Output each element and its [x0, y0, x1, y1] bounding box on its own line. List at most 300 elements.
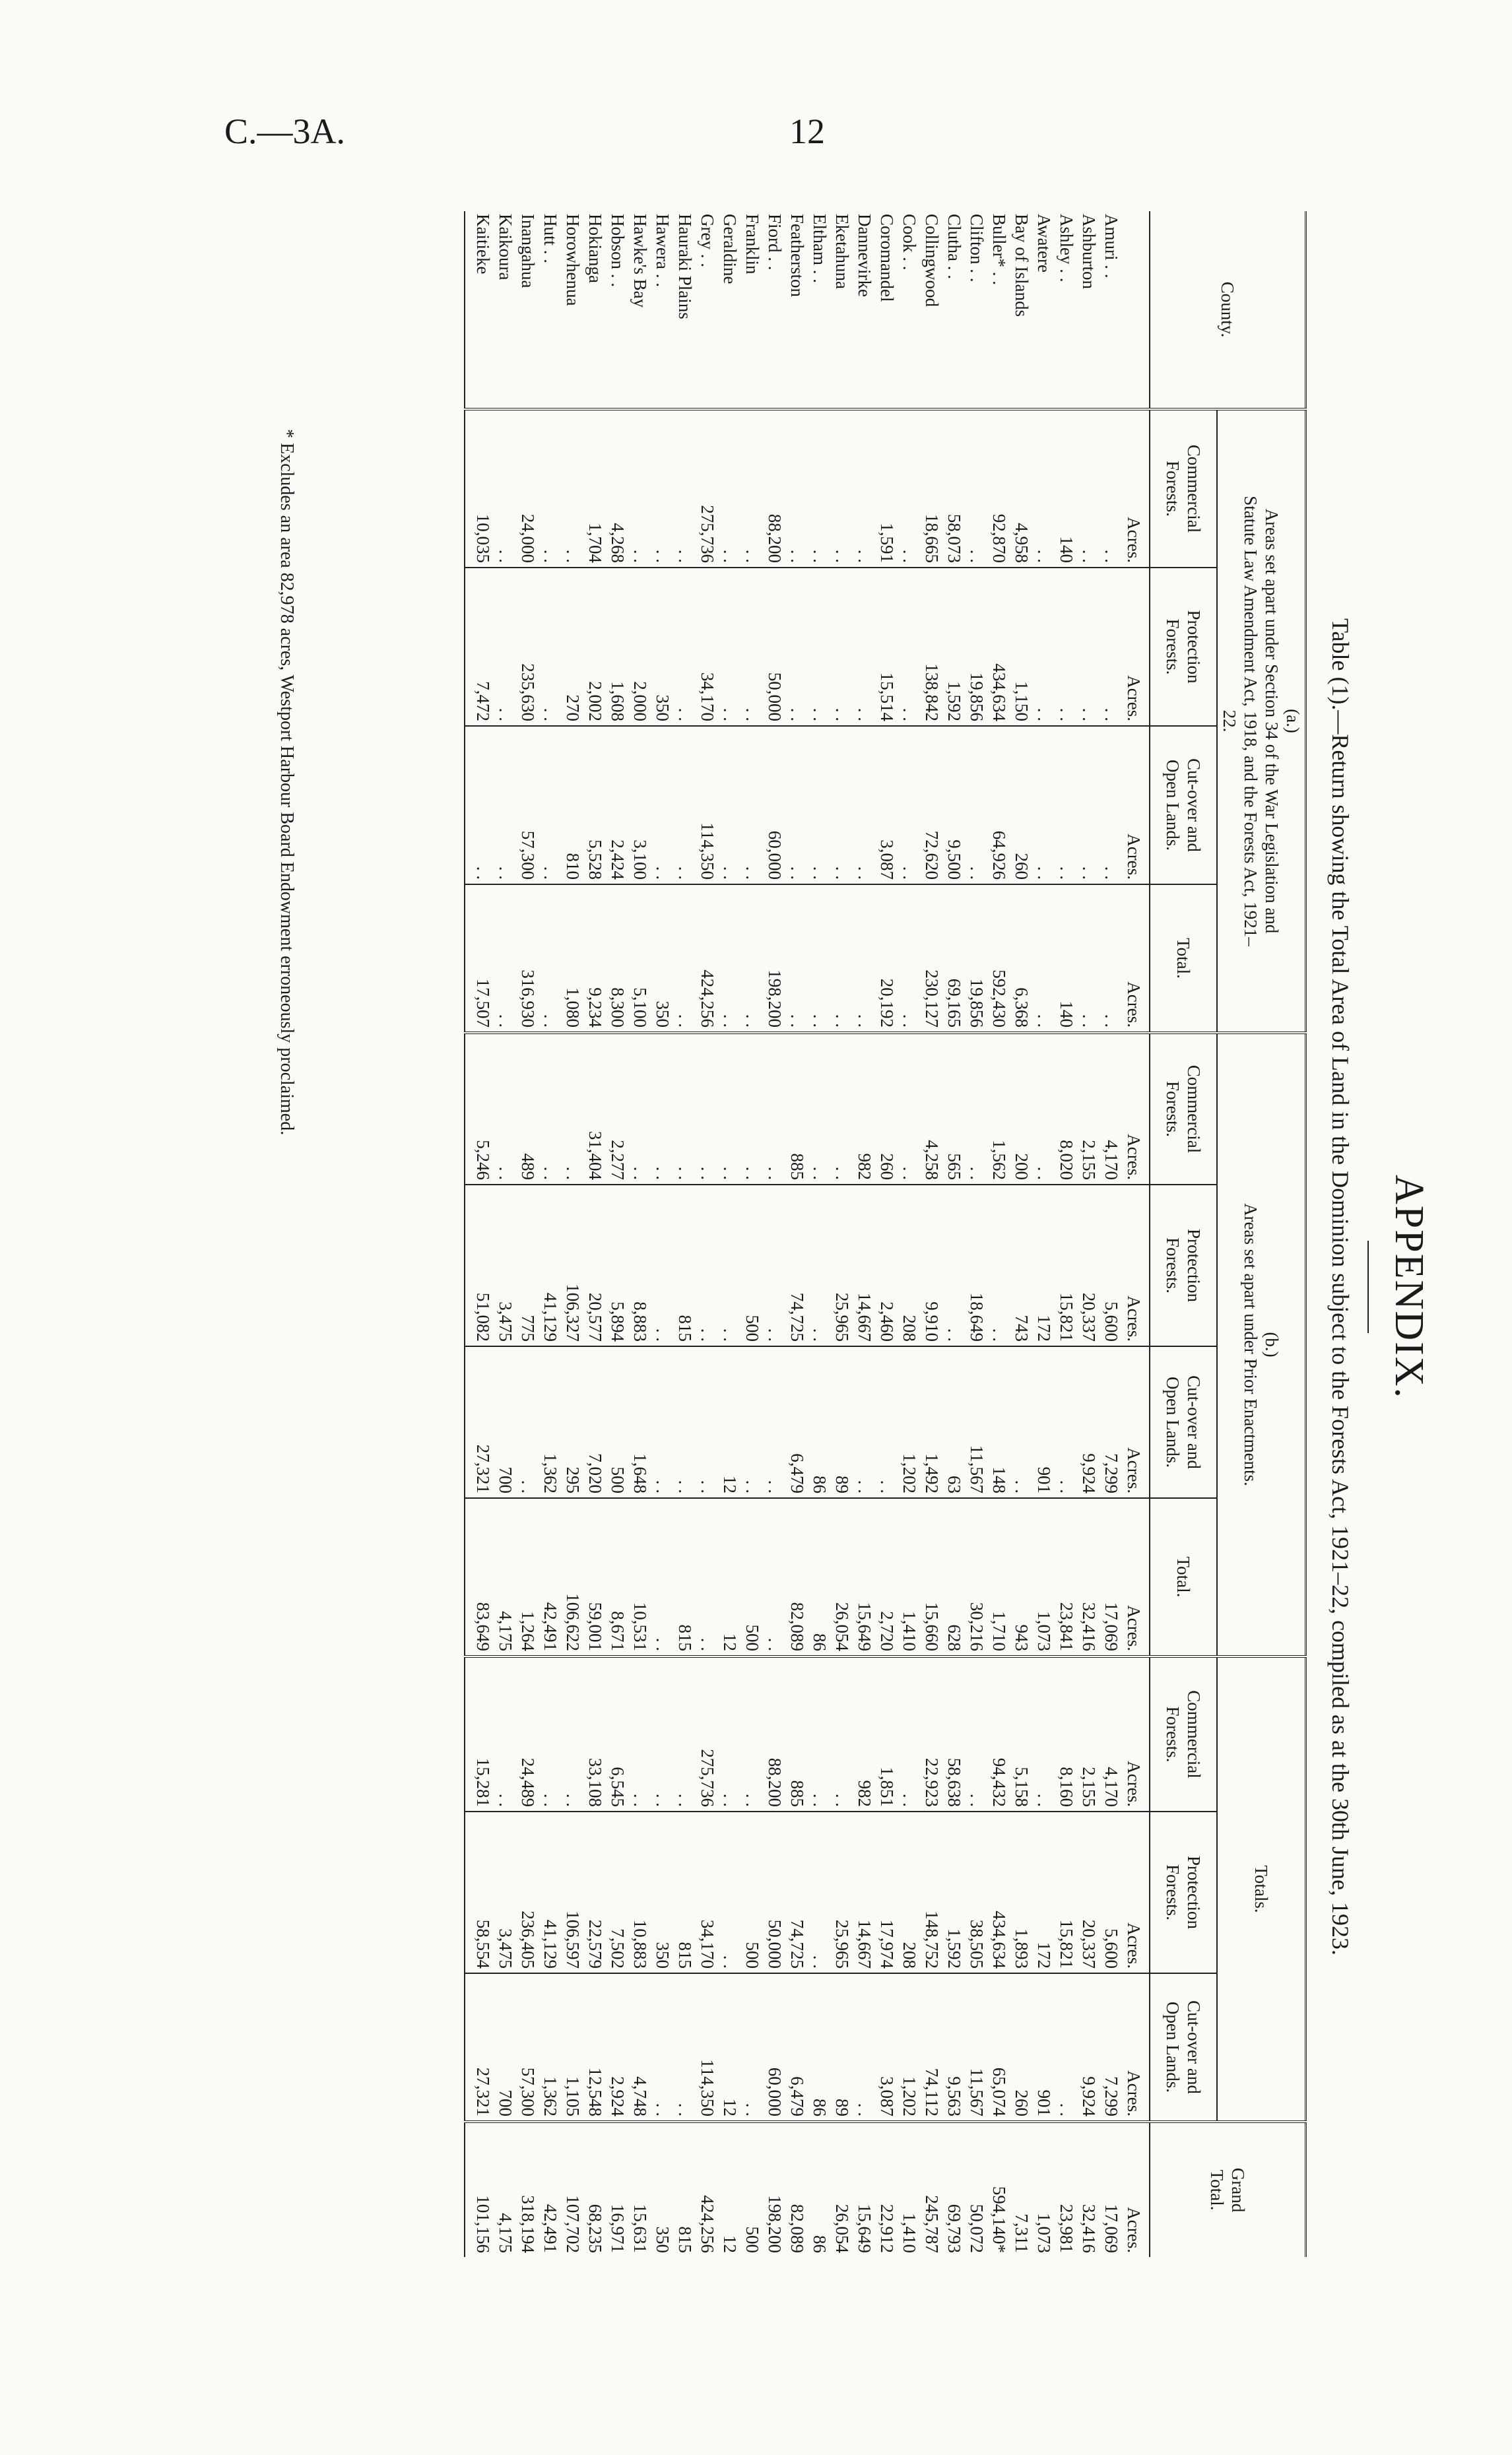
area-value-cell: 424,256 — [696, 884, 719, 1033]
area-value-cell: 208 — [898, 1185, 921, 1346]
units-cell: Acres. — [1123, 1973, 1150, 2122]
area-value-cell: 16,971 — [607, 2122, 629, 2257]
area-value-cell: . . — [674, 1346, 696, 1498]
table-row — [786, 211, 808, 2257]
area-value-cell: . . — [539, 884, 562, 1033]
area-value-cell: 1,202 — [898, 1973, 921, 2122]
area-value-cell: 350 — [651, 568, 674, 726]
area-value-cell: . . — [1010, 1346, 1033, 1498]
units-cell: Acres. — [1123, 1185, 1150, 1346]
group-b-title: Areas set apart under Prior Enactments. — [1241, 1203, 1261, 1486]
county-name-cell: Franklin — [742, 214, 762, 275]
area-value-cell: 1,851 — [876, 1656, 898, 1812]
area-value-cell: 295 — [562, 1346, 584, 1498]
table-row — [584, 211, 607, 2257]
a-commercial-header: Commercial Forests. — [1150, 409, 1217, 568]
area-value-cell: 2,424 — [607, 726, 629, 884]
area-value-cell: . . — [1033, 409, 1055, 568]
area-value-cell: . . — [651, 1346, 674, 1498]
area-value-cell: . . — [629, 409, 651, 568]
area-value-cell: 14,667 — [853, 1812, 876, 1973]
county-name-cell: Cook . . — [900, 214, 919, 271]
table-row — [1100, 211, 1123, 2257]
county-name-cell: Hutt . . — [541, 214, 560, 264]
area-value-cell: . . — [741, 884, 764, 1033]
area-value-cell: 260 — [1010, 1973, 1033, 2122]
county-name-cell: Amuri . . — [1101, 214, 1121, 278]
area-value-cell: 8,883 — [629, 1185, 651, 1346]
area-value-cell: 23,981 — [1055, 2122, 1078, 2257]
area-value-cell: 60,000 — [764, 726, 786, 884]
area-value-cell: . . — [831, 726, 853, 884]
area-value-cell: 9,924 — [1078, 1973, 1100, 2122]
area-value-cell: 42,491 — [539, 2122, 562, 2257]
table-title: Table (1).—Return showing the Total Area of Land in the Dominion subject to the Forests Act, 1921–22, compiled as at the 30th June, 1923. — [1327, 618, 1354, 1955]
area-value-cell: 9,234 — [584, 884, 607, 1033]
area-value-cell: 3,475 — [494, 1185, 517, 1346]
area-value-cell: . . — [808, 1812, 831, 1973]
area-value-cell: 12 — [719, 1973, 741, 2122]
county-name-cell: Inangahua — [518, 214, 538, 288]
area-value-cell: 50,000 — [764, 568, 786, 726]
area-value-cell: . . — [898, 1033, 921, 1185]
area-value-cell: . . — [898, 884, 921, 1033]
area-value-cell: 12 — [719, 1498, 741, 1656]
page-number: 12 — [789, 112, 825, 151]
area-value-cell: 82,089 — [786, 2122, 808, 2257]
table-row — [808, 211, 831, 2257]
area-value-cell: 982 — [853, 1656, 876, 1812]
area-value-cell: 41,129 — [539, 1812, 562, 1973]
area-value-cell: 89 — [831, 1346, 853, 1498]
area-value-cell: 14,667 — [853, 1185, 876, 1346]
area-value-cell: . . — [651, 1656, 674, 1812]
area-value-cell: 4,170 — [1100, 1656, 1123, 1812]
area-value-cell: . . — [1033, 884, 1055, 1033]
area-value-cell: 88,200 — [764, 1656, 786, 1812]
area-value-cell: . . — [539, 568, 562, 726]
area-value-cell: 41,129 — [539, 1185, 562, 1346]
area-value-cell: 1,105 — [562, 1973, 584, 2122]
area-value-cell: 74,112 — [921, 1973, 943, 2122]
area-value-cell: 1,893 — [1010, 1812, 1033, 1973]
area-value-cell: 32,416 — [1078, 2122, 1100, 2257]
area-value-cell: 58,073 — [943, 409, 966, 568]
area-value-cell: 11,567 — [966, 1973, 988, 2122]
area-value-cell: . . — [651, 1498, 674, 1656]
area-value-cell: 19,856 — [966, 884, 988, 1033]
area-value-cell: . . — [808, 884, 831, 1033]
table-row — [651, 211, 674, 2257]
table-row — [831, 211, 853, 2257]
county-name-cell: Hawera . . — [653, 214, 673, 287]
units-cell: Acres. — [1123, 1033, 1150, 1185]
area-value-cell: 58,638 — [943, 1656, 966, 1812]
area-value-cell: . . — [719, 568, 741, 726]
area-value-cell: 316,930 — [517, 884, 539, 1033]
area-value-cell: 68,235 — [584, 2122, 607, 2257]
area-value-cell: 15,514 — [876, 568, 898, 726]
area-value-cell: 1,592 — [943, 568, 966, 726]
area-value-cell: . . — [876, 1346, 898, 1498]
group-a-header — [1217, 409, 1306, 1033]
area-value-cell: 275,736 — [696, 409, 719, 568]
area-value-cell: . . — [741, 1973, 764, 2122]
area-value-cell: . . — [1055, 1973, 1078, 2122]
area-value-cell: . . — [988, 1185, 1010, 1346]
area-value-cell: . . — [651, 726, 674, 884]
table-row — [719, 211, 741, 2257]
a-total-header: Total. — [1150, 884, 1217, 1033]
area-value-cell: . . — [741, 1346, 764, 1498]
area-value-cell: 1,410 — [898, 2122, 921, 2257]
area-value-cell: . . — [629, 1033, 651, 1185]
area-value-cell: 106,327 — [562, 1185, 584, 1346]
area-value-cell: 31,404 — [584, 1033, 607, 1185]
area-value-cell: 38,505 — [966, 1812, 988, 1973]
area-value-cell: . . — [494, 884, 517, 1033]
area-value-cell: 11,567 — [966, 1346, 988, 1498]
county-name-cell: Hawke's Bay — [630, 214, 650, 308]
table-row — [853, 211, 876, 2257]
area-value-cell: 1,492 — [921, 1346, 943, 1498]
area-value-cell: 63 — [943, 1346, 966, 1498]
area-value-cell: 74,725 — [786, 1185, 808, 1346]
group-totals-header: Totals. — [1217, 1656, 1306, 2122]
area-value-cell: 17,069 — [1100, 1498, 1123, 1656]
area-value-cell: 6,479 — [786, 1346, 808, 1498]
area-value-cell: 235,630 — [517, 568, 539, 726]
area-value-cell: 12 — [719, 2122, 741, 2257]
appendix-heading: APPENDIX. — [1387, 1174, 1431, 1400]
area-value-cell: 25,965 — [831, 1812, 853, 1973]
area-value-cell: 60,000 — [764, 1973, 786, 2122]
area-value-cell: 592,430 — [988, 884, 1010, 1033]
area-value-cell: . . — [517, 1346, 539, 1498]
area-value-cell: . . — [539, 726, 562, 884]
area-value-cell: . . — [831, 884, 853, 1033]
area-value-cell: 94,432 — [988, 1656, 1010, 1812]
units-cell: Acres. — [1123, 884, 1150, 1033]
area-value-cell: 4,258 — [921, 1033, 943, 1185]
area-value-cell: 8,300 — [607, 884, 629, 1033]
area-value-cell: 25,965 — [831, 1185, 853, 1346]
area-value-cell: 200 — [1010, 1033, 1033, 1185]
area-value-cell: . . — [696, 1498, 719, 1656]
area-value-cell: 4,748 — [629, 1973, 651, 2122]
area-value-cell: . . — [898, 1656, 921, 1812]
area-value-cell: 236,405 — [517, 1812, 539, 1973]
landscape-sheet — [244, 191, 1432, 2382]
area-value-cell: 69,165 — [943, 884, 966, 1033]
area-value-cell: 6,545 — [607, 1656, 629, 1812]
county-name-cell: Grey . . — [698, 214, 717, 267]
table-row — [674, 211, 696, 2257]
area-value-cell: 15,660 — [921, 1498, 943, 1656]
area-value-cell: 22,912 — [876, 2122, 898, 2257]
area-value-cell: 6,368 — [1010, 884, 1033, 1033]
area-value-cell: . . — [562, 1656, 584, 1812]
area-value-cell: . . — [1033, 568, 1055, 726]
area-value-cell: 17,069 — [1100, 2122, 1123, 2257]
table-row — [607, 211, 629, 2257]
area-value-cell: 88,200 — [764, 409, 786, 568]
area-value-cell: 6,479 — [786, 1973, 808, 2122]
area-value-cell: 1,562 — [988, 1033, 1010, 1185]
area-value-cell: 4,268 — [607, 409, 629, 568]
area-value-cell: 148 — [988, 1346, 1010, 1498]
area-value-cell: 901 — [1033, 1973, 1055, 2122]
area-value-cell: 743 — [1010, 1185, 1033, 1346]
area-value-cell: 86 — [808, 1498, 831, 1656]
area-value-cell: . . — [943, 1185, 966, 1346]
area-value-cell: . . — [853, 1346, 876, 1498]
county-name-cell: Clifton . . — [967, 214, 987, 282]
area-value-cell: 86 — [808, 1346, 831, 1498]
area-value-cell: 10,531 — [629, 1498, 651, 1656]
area-value-cell: 18,649 — [966, 1185, 988, 1346]
area-value-cell: 7,472 — [465, 568, 494, 726]
area-value-cell: 138,842 — [921, 568, 943, 726]
area-value-cell: 500 — [741, 1812, 764, 1973]
county-name-cell: Dannevirke — [855, 214, 874, 297]
area-value-cell: 148,752 — [921, 1812, 943, 1973]
area-value-cell: . . — [808, 1656, 831, 1812]
area-value-cell: 1,608 — [607, 568, 629, 726]
area-value-cell: . . — [741, 409, 764, 568]
area-value-cell: . . — [808, 568, 831, 726]
area-value-cell: . . — [786, 726, 808, 884]
area-value-cell: 1,710 — [988, 1498, 1010, 1656]
table-row — [764, 211, 786, 2257]
table-row — [943, 211, 966, 2257]
area-value-cell: 2,460 — [876, 1185, 898, 1346]
document-code: C.—3A. — [224, 112, 346, 151]
area-value-cell: 350 — [651, 1812, 674, 1973]
area-value-cell: 34,170 — [696, 1812, 719, 1973]
area-value-cell: . . — [1100, 726, 1123, 884]
area-value-cell: . . — [1100, 884, 1123, 1033]
area-value-cell: . . — [966, 726, 988, 884]
area-value-cell: 7,311 — [1010, 2122, 1033, 2257]
area-value-cell: 3,100 — [629, 726, 651, 884]
area-value-cell: 140 — [1055, 409, 1078, 568]
area-value-cell: 350 — [651, 884, 674, 1033]
area-value-cell: . . — [786, 568, 808, 726]
area-value-cell: 74,725 — [786, 1812, 808, 1973]
area-value-cell: 350 — [651, 2122, 674, 2257]
area-value-cell: . . — [1078, 726, 1100, 884]
county-name-cell: Ashley . . — [1057, 214, 1076, 282]
county-name-cell: Hauraki Plains — [675, 214, 695, 319]
area-value-cell: 500 — [741, 2122, 764, 2257]
area-value-cell: . . — [465, 726, 494, 884]
area-value-cell: 1,202 — [898, 1346, 921, 1498]
area-value-cell: 30,216 — [966, 1498, 988, 1656]
area-value-cell: 815 — [674, 2122, 696, 2257]
area-value-cell: 4,958 — [1010, 409, 1033, 568]
area-value-cell: . . — [539, 1033, 562, 1185]
county-name-cell: Buller* . . — [989, 214, 1009, 285]
area-value-cell: . . — [1055, 726, 1078, 884]
area-value-cell: . . — [719, 726, 741, 884]
area-value-cell: 20,577 — [584, 1185, 607, 1346]
units-cell-county — [1123, 211, 1150, 409]
area-value-cell: 101,156 — [465, 2122, 494, 2257]
a-protection-header: Protection Forests. — [1150, 568, 1217, 726]
area-value-cell: . . — [831, 1033, 853, 1185]
area-value-cell: 15,821 — [1055, 1812, 1078, 1973]
area-value-cell: 4,175 — [494, 2122, 517, 2257]
units-cell: Acres. — [1123, 726, 1150, 884]
area-value-cell: . . — [831, 409, 853, 568]
county-column-header: County. — [1150, 211, 1306, 409]
area-value-cell: . . — [494, 409, 517, 568]
area-value-cell: 82,089 — [786, 1498, 808, 1656]
area-value-cell: 92,870 — [988, 409, 1010, 568]
area-value-cell: 19,856 — [966, 568, 988, 726]
area-value-cell: . . — [696, 1033, 719, 1185]
area-value-cell: 1,264 — [517, 1498, 539, 1656]
area-value-cell: 424,256 — [696, 2122, 719, 2257]
table-body — [465, 211, 1150, 2257]
area-value-cell: . . — [853, 568, 876, 726]
area-value-cell: 5,100 — [629, 884, 651, 1033]
area-value-cell: 172 — [1033, 1812, 1055, 1973]
area-value-cell: 500 — [741, 1498, 764, 1656]
area-value-cell: 2,000 — [629, 568, 651, 726]
area-value-cell: 27,321 — [465, 1346, 494, 1498]
area-value-cell: 10,035 — [465, 409, 494, 568]
area-value-cell: 2,277 — [607, 1033, 629, 1185]
area-value-cell: 65,074 — [988, 1973, 1010, 2122]
area-value-cell: 5,528 — [584, 726, 607, 884]
area-value-cell: . . — [674, 409, 696, 568]
area-value-cell: 7,502 — [607, 1812, 629, 1973]
area-value-cell: 24,489 — [517, 1656, 539, 1812]
area-value-cell: 8,671 — [607, 1498, 629, 1656]
units-cell: Acres. — [1123, 1498, 1150, 1656]
table-row — [988, 211, 1010, 2257]
area-value-cell: . . — [539, 409, 562, 568]
area-value-cell: 815 — [674, 1498, 696, 1656]
area-value-cell: 208 — [898, 1812, 921, 1973]
county-name-cell: Hobson . . — [608, 214, 628, 288]
area-value-cell: 275,736 — [696, 1656, 719, 1812]
table-row — [494, 211, 517, 2257]
area-value-cell: 32,416 — [1078, 1498, 1100, 1656]
area-value-cell: 33,108 — [584, 1656, 607, 1812]
totals-cutover-header: Cut-over and Open Lands. — [1150, 1973, 1217, 2122]
area-value-cell: 489 — [517, 1033, 539, 1185]
rotated-page-body — [244, 191, 1432, 2382]
area-value-cell: 2,155 — [1078, 1033, 1100, 1185]
area-value-cell: 23,841 — [1055, 1498, 1078, 1656]
table-row — [517, 211, 539, 2257]
area-value-cell: . . — [1033, 1656, 1055, 1812]
table-row — [921, 211, 943, 2257]
table-row — [876, 211, 898, 2257]
county-name-cell: Featherston — [787, 214, 807, 297]
area-value-cell: 17,974 — [876, 1812, 898, 1973]
b-commercial-header: Commercial Forests. — [1150, 1033, 1217, 1185]
area-value-cell: . . — [719, 1033, 741, 1185]
area-value-cell: 114,350 — [696, 726, 719, 884]
county-name-cell: Eltham . . — [810, 214, 830, 283]
area-value-cell: . . — [966, 409, 988, 568]
area-value-cell: 7,020 — [584, 1346, 607, 1498]
area-value-cell: 59,001 — [584, 1498, 607, 1656]
area-value-cell: . . — [1033, 726, 1055, 884]
grand-total-header: Grand Total. — [1150, 2122, 1306, 2257]
area-value-cell: 15,281 — [465, 1656, 494, 1812]
b-protection-header: Protection Forests. — [1150, 1185, 1217, 1346]
area-value-cell: 51,082 — [465, 1185, 494, 1346]
area-value-cell: 58,554 — [465, 1812, 494, 1973]
area-value-cell: 2,155 — [1078, 1656, 1100, 1812]
area-value-cell: . . — [719, 409, 741, 568]
table-row — [629, 211, 651, 2257]
area-value-cell: 3,087 — [876, 1973, 898, 2122]
area-value-cell: . . — [1033, 1033, 1055, 1185]
area-value-cell: 1,648 — [629, 1346, 651, 1498]
area-value-cell: . . — [1078, 409, 1100, 568]
area-value-cell: . . — [764, 1346, 786, 1498]
area-value-cell: 17,507 — [465, 884, 494, 1033]
area-value-cell: 1,362 — [539, 1973, 562, 2122]
area-value-cell: 26,054 — [831, 1498, 853, 1656]
sub-header-row — [1150, 211, 1217, 2257]
area-value-cell: 245,787 — [921, 2122, 943, 2257]
area-value-cell: . . — [808, 726, 831, 884]
totals-commercial-header: Commercial Forests. — [1150, 1656, 1217, 1812]
area-value-cell: . . — [831, 568, 853, 726]
county-name-cell: Awatere — [1034, 214, 1054, 273]
page-header — [0, 0, 1512, 172]
area-value-cell: 3,475 — [494, 1812, 517, 1973]
county-name-cell: Collingwood — [922, 214, 942, 308]
group-b-marker: (b.) — [1262, 1332, 1282, 1358]
area-value-cell: 7,299 — [1100, 1973, 1123, 2122]
area-value-cell: 114,350 — [696, 1973, 719, 2122]
area-value-cell: 260 — [1010, 726, 1033, 884]
area-value-cell: 172 — [1033, 1185, 1055, 1346]
table-row — [741, 211, 764, 2257]
area-value-cell: . . — [741, 568, 764, 726]
area-value-cell: . . — [494, 568, 517, 726]
area-value-cell: . . — [966, 1656, 988, 1812]
area-value-cell: . . — [562, 409, 584, 568]
area-value-cell: . . — [764, 1033, 786, 1185]
area-value-cell: 20,337 — [1078, 1812, 1100, 1973]
area-value-cell: 198,200 — [764, 2122, 786, 2257]
units-row — [1123, 211, 1150, 2257]
county-name-cell: Fiord . . — [765, 214, 785, 271]
area-value-cell: 1,080 — [562, 884, 584, 1033]
area-value-cell: . . — [562, 1033, 584, 1185]
area-value-cell: . . — [898, 409, 921, 568]
area-value-cell: 775 — [517, 1185, 539, 1346]
area-value-cell: . . — [674, 726, 696, 884]
area-value-cell: 8,160 — [1055, 1656, 1078, 1812]
units-cell: Acres. — [1123, 1812, 1150, 1973]
area-value-cell: 270 — [562, 568, 584, 726]
area-value-cell: . . — [674, 1973, 696, 2122]
area-value-cell: 5,158 — [1010, 1656, 1033, 1812]
area-value-cell: 434,634 — [988, 1812, 1010, 1973]
area-value-cell: 1,073 — [1033, 1498, 1055, 1656]
area-value-cell: 810 — [562, 726, 584, 884]
